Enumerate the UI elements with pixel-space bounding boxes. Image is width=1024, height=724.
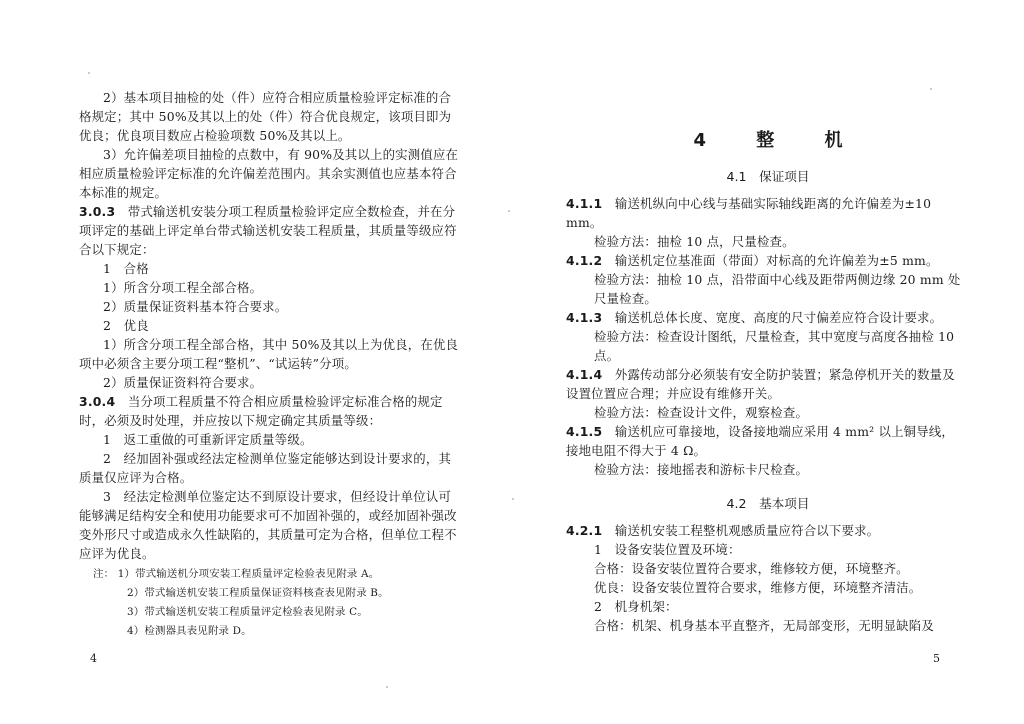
note-text: 2）带式输送机安装工程质量保证资料核查表见附录 B。 bbox=[127, 587, 389, 599]
paragraph bbox=[566, 232, 961, 251]
scan-speck bbox=[386, 686, 388, 688]
note-item bbox=[79, 622, 462, 641]
paragraph-text: 1 合格 bbox=[103, 261, 149, 276]
clause-number: 4.1.5 bbox=[566, 424, 603, 439]
paragraph-text: 当分项工程质量不符合相应质量检验评定标准合格的规定时，必须及时处理，并应按以下规定确定其质量等级： bbox=[79, 394, 443, 428]
paragraph bbox=[566, 403, 961, 422]
clause-4-1-2 bbox=[566, 251, 961, 270]
right-page bbox=[512, 0, 1024, 724]
paragraph-text: 合格：设备安装位置符合要求，维修较方便，环境整齐。 bbox=[594, 561, 909, 576]
paragraph-text: 合格：机架、机身基本平直整齐，无局部变形，无明显缺陷及 bbox=[594, 618, 934, 633]
paragraph-text: 1 设备安装位置及环境： bbox=[594, 542, 741, 557]
paragraph-text: 1）所含分项工程全部合格。 bbox=[103, 280, 263, 295]
paragraph-text: 3）允许偏差项目抽检的点数中，有 90%及其以上的实测值应在相应质量检验评定标准的允许偏差范围内。其余实测值也应基本符合本标准的规定。 bbox=[79, 147, 459, 200]
clause-number: 3.0.4 bbox=[79, 394, 116, 409]
paragraph bbox=[566, 597, 961, 616]
paragraph-text: 输送机应可靠接地，设备接地端应采用 4 mm² 以上铜导线，接地电阻不得大于 4 Ω。 bbox=[566, 424, 955, 458]
clause-number: 4.2.1 bbox=[566, 523, 603, 538]
clause-4-1-4 bbox=[566, 365, 961, 403]
clause-number: 4.1.4 bbox=[566, 367, 603, 382]
notes-label: 注： bbox=[93, 568, 115, 580]
paragraph-text: 外露传动部分必须装有安全防护装置；紧急停机开关的数量及设置位置应合理；并应设有维修开关。 bbox=[566, 367, 955, 401]
paragraph-text: 2）质量保证资料基本符合要求。 bbox=[103, 299, 288, 314]
paragraph-text: 2）基本项目抽检的处（件）应符合相应质量检验评定标准的合格规定；其中 50%及其以上的处（件）符合优良规定，该项目即为优良；优良项目数应占检验项数 50%及其以上。 bbox=[79, 90, 452, 143]
paragraph bbox=[566, 616, 961, 635]
paragraph-text: 3 经法定检测单位鉴定达不到原设计要求，但经设计单位认可能够满足结构安全和使用功能要求可不加固补强的，或经加固补强改变外形尺寸或造成永久性缺陷的，其质量可定为合格，但单位工程不应评为优良。 bbox=[79, 489, 457, 561]
paragraph-text: 2 优良 bbox=[103, 318, 149, 333]
clause-4-1-3 bbox=[566, 308, 961, 327]
paragraph bbox=[566, 578, 961, 597]
clause-number: 3.0.3 bbox=[79, 204, 116, 219]
paragraph-text: 输送机定位基准面（带面）对标高的允许偏差为±5 mm。 bbox=[614, 253, 939, 268]
paragraph-text: 1）所含分项工程全部合格，其中 50%及其以上为优良，在优良项中必须含主要分项工程“整机”、“试运转”分项。 bbox=[79, 337, 459, 371]
note-text: 4）检测器具表见附录 D。 bbox=[127, 625, 252, 637]
paragraph-text: 检验方法：抽检 10 点，尺量检查。 bbox=[594, 234, 795, 249]
paragraph bbox=[79, 487, 462, 563]
paragraph-text: 输送机总体长度、宽度、高度的尺寸偏差应符合设计要求。 bbox=[614, 310, 943, 325]
section-title-4-1: 4.1 保证项目 bbox=[726, 169, 810, 184]
note-item bbox=[79, 603, 462, 622]
paragraph bbox=[566, 327, 961, 365]
scan-speck bbox=[512, 498, 514, 500]
clause-number: 4.1.2 bbox=[566, 253, 603, 268]
paragraph bbox=[79, 373, 462, 392]
clause-4-1-1 bbox=[566, 194, 961, 232]
section-4-2-body bbox=[566, 521, 961, 635]
paragraph-text: 输送机纵向中心线与基础实际轴线距离的允许偏差为±10 mm。 bbox=[566, 196, 932, 230]
paragraph-text: 2）质量保证资料符合要求。 bbox=[103, 375, 263, 390]
paragraph-text: 检验方法：检查设计图纸，尺量检查，其中宽度与高度各抽检 10 点。 bbox=[594, 329, 955, 363]
note-text: 1）带式输送机分项安装工程质量评定检验表见附录 A。 bbox=[117, 568, 380, 580]
note-text: 3）带式输送机安装工程质量评定检验表见附录 C。 bbox=[127, 606, 368, 618]
notes-block bbox=[79, 565, 462, 641]
paragraph-text: 优良：设备安装位置符合要求，维修方便，环境整齐清洁。 bbox=[594, 580, 922, 595]
section-title-4-2: 4.2 基本项目 bbox=[726, 496, 810, 511]
clause-4-1-5 bbox=[566, 422, 961, 460]
paragraph-text: 1 返工重做的可重新评定质量等级。 bbox=[103, 432, 313, 447]
paragraph-text: 检验方法：检查设计文件，观察检查。 bbox=[594, 405, 809, 420]
paragraph bbox=[79, 88, 462, 145]
scan-speck bbox=[508, 210, 510, 212]
paragraph-text: 2 机身机架： bbox=[594, 599, 678, 614]
note-item bbox=[79, 584, 462, 603]
paragraph bbox=[79, 145, 462, 202]
page-number-left: 4 bbox=[90, 652, 97, 665]
paragraph bbox=[79, 430, 462, 449]
paragraph bbox=[79, 335, 462, 373]
paragraph bbox=[79, 297, 462, 316]
clause-number: 4.1.1 bbox=[566, 196, 603, 211]
paragraph-text: 检验方法：抽检 10 点，沿带面中心线及距带两侧边缘 20 mm 处尺量检查。 bbox=[594, 272, 961, 306]
clause-4-2-1 bbox=[566, 521, 961, 540]
paragraph-text: 检验方法：接地摇表和游标卡尺检查。 bbox=[594, 462, 809, 477]
paragraph bbox=[79, 259, 462, 278]
note-item bbox=[79, 565, 462, 584]
paragraph bbox=[79, 278, 462, 297]
paragraph bbox=[566, 460, 961, 479]
paragraph bbox=[566, 540, 961, 559]
scan-speck bbox=[930, 88, 932, 90]
page-number-right: 5 bbox=[933, 652, 940, 665]
paragraph bbox=[566, 270, 961, 308]
paragraph-text: 输送机安装工程整机观感质量应符合以下要求。 bbox=[614, 523, 880, 538]
left-page-body bbox=[79, 88, 462, 641]
scan-speck bbox=[88, 72, 90, 74]
paragraph bbox=[79, 316, 462, 335]
clause-3-0-3 bbox=[79, 202, 462, 259]
section-4-1-body bbox=[566, 194, 961, 479]
paragraph-text: 2 经加固补强或经法定检测单位鉴定能够达到设计要求的，其质量仅应评为合格。 bbox=[79, 451, 452, 485]
paragraph-text: 带式输送机安装分项工程质量检验评定应全数检查，并在分项评定的基础上评定单台带式输送机安装工程质量，其质量等级应符合以下规定： bbox=[79, 204, 457, 257]
paragraph bbox=[566, 559, 961, 578]
paragraph bbox=[79, 449, 462, 487]
chapter-title: 4 整 机 bbox=[693, 130, 865, 151]
clause-3-0-4 bbox=[79, 392, 462, 430]
clause-number: 4.1.3 bbox=[566, 310, 603, 325]
